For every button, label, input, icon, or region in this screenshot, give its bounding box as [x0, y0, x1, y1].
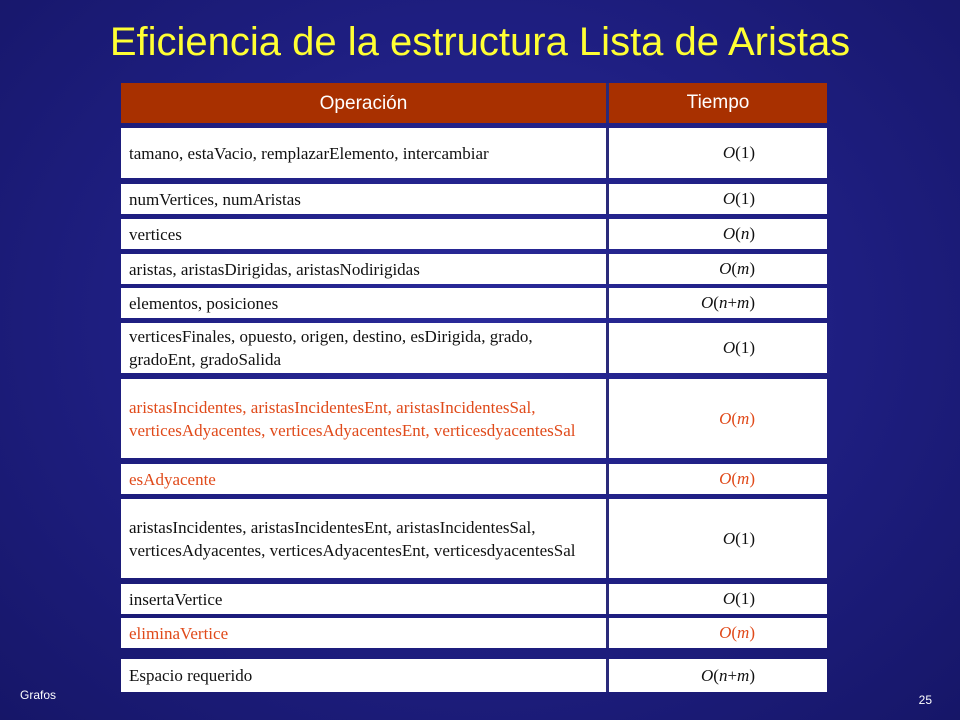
operation-cell: aristasIncidentes, aristasIncidentesEnt, aristasIncidentesSal, verticesAdyacentes, verticesAdyacentesEnt, verticesdyacentesSal	[121, 499, 609, 578]
operation-cell: esAdyacente	[121, 464, 609, 494]
time-cell: O (1)	[722, 338, 755, 357]
operation-cell: elementos, posiciones	[121, 288, 609, 318]
table-row	[121, 464, 827, 494]
operation-cell: numVertices, numAristas	[121, 184, 609, 214]
header-time: Tiempo	[686, 92, 750, 113]
table-row	[121, 323, 827, 373]
operation-cell: aristas, aristasDirigidas, aristasNodirigidas	[121, 254, 609, 284]
table-row	[121, 618, 827, 648]
time-cell: O ( n + m )	[701, 665, 755, 685]
table-row	[121, 219, 827, 249]
operation-cell: eliminaVertice	[121, 618, 609, 648]
operation-cell: verticesFinales, opuesto, origen, destino, esDirigida, grado, gradoEnt, gradoSalida	[121, 323, 609, 373]
time-cell: O (1)	[722, 143, 755, 162]
time-cell: O (1)	[722, 528, 755, 548]
slide-title: Eficiencia de la estructura Lista de Aristas	[109, 20, 851, 64]
time-cell: O ( m )	[719, 259, 755, 278]
table-row	[121, 254, 827, 284]
time-cell: O (1)	[722, 589, 755, 608]
time-cell: O ( m )	[719, 623, 755, 642]
header-operation: Operación	[121, 83, 609, 123]
operation-cell: Espacio requerido	[121, 659, 609, 692]
time-cell: O (1)	[722, 189, 755, 208]
operation-cell: aristasIncidentes, aristasIncidentesEnt, aristasIncidentesSal, verticesAdyacentes, verticesAdyacentesEnt, verticesdyacentesSal	[121, 379, 609, 458]
table-row	[121, 128, 827, 178]
time-cell: O ( n + m )	[701, 293, 755, 312]
table-row-space	[121, 659, 827, 692]
table-row	[121, 288, 827, 318]
time-cell: O ( m )	[719, 408, 755, 428]
table-row	[121, 584, 827, 614]
footer-text: Grafos	[20, 688, 57, 702]
table-row	[121, 184, 827, 214]
time-cell: O ( m )	[719, 469, 755, 488]
table-row	[121, 379, 827, 458]
operation-cell: tamano, estaVacio, remplazarElemento, intercambiar	[121, 128, 609, 178]
operation-cell: vertices	[121, 219, 609, 249]
time-cell: O ( n )	[722, 224, 755, 243]
operation-cell: insertaVertice	[121, 584, 609, 614]
table-row	[121, 499, 827, 578]
table-header-row	[121, 83, 827, 123]
page-number: 25	[918, 693, 932, 707]
